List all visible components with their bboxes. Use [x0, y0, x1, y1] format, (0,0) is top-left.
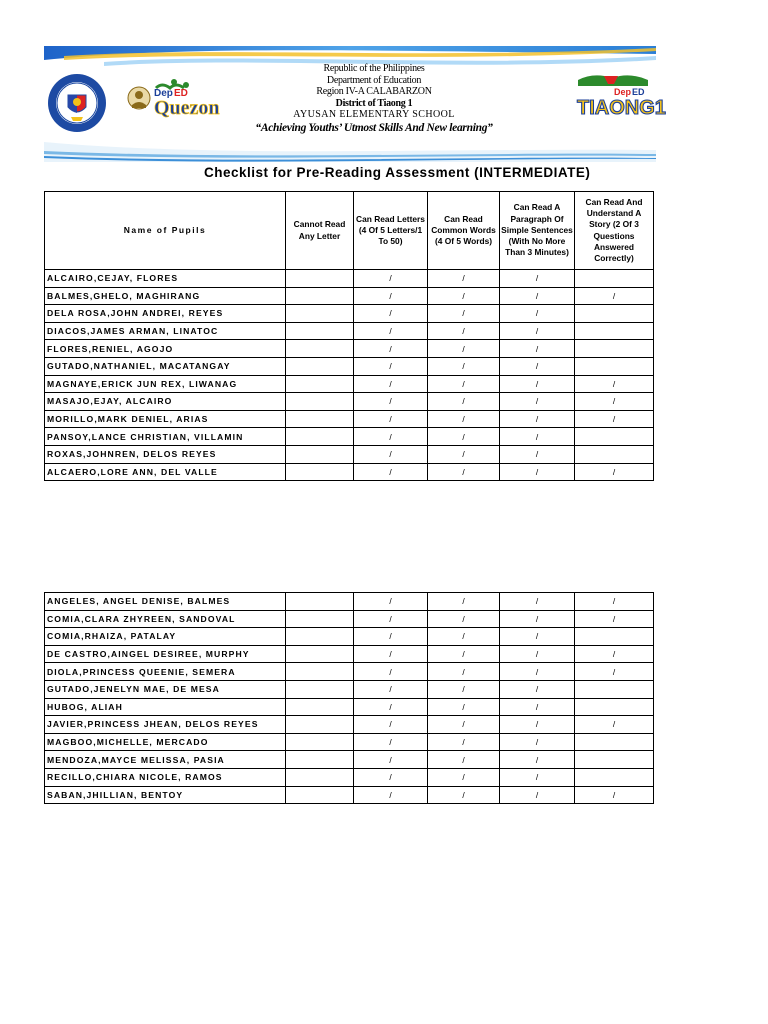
table-row: [45, 716, 654, 734]
column-header-name: Name of Pupils: [45, 192, 286, 270]
pupil-name-cell: SABAN,JHILLIAN, BENTOY: [45, 786, 286, 804]
check-mark-cell: [575, 305, 654, 323]
pupil-name-cell: PANSOY,LANCE CHRISTIAN, VILLAMIN: [45, 428, 286, 446]
check-mark-cell: [575, 322, 654, 340]
check-mark-cell: /: [354, 305, 428, 323]
table-row: [45, 628, 654, 646]
check-mark-cell: /: [575, 786, 654, 804]
pupil-name-cell: JAVIER,PRINCESS JHEAN, DELOS REYES: [45, 716, 286, 734]
check-mark-cell: /: [428, 645, 500, 663]
check-mark-cell: /: [575, 663, 654, 681]
check-mark-cell: [286, 680, 354, 698]
header-school-name: AYUSAN ELEMENTARY SCHOOL: [293, 109, 455, 120]
check-mark-cell: /: [354, 768, 428, 786]
table-row: [45, 340, 654, 358]
check-mark-cell: /: [500, 610, 575, 628]
check-mark-cell: /: [500, 305, 575, 323]
check-mark-cell: /: [428, 698, 500, 716]
check-mark-cell: /: [575, 610, 654, 628]
table-row: [45, 305, 654, 323]
check-mark-cell: /: [575, 716, 654, 734]
check-mark-cell: /: [575, 410, 654, 428]
check-mark-cell: [575, 340, 654, 358]
pupil-name-cell: ALCAERO,LORE ANN, DEL VALLE: [45, 463, 286, 481]
check-mark-cell: /: [428, 410, 500, 428]
check-mark-cell: [575, 698, 654, 716]
check-mark-cell: /: [354, 593, 428, 611]
svg-text:ED: ED: [632, 87, 645, 97]
pupil-name-cell: DIACOS,JAMES ARMAN, LINATOC: [45, 322, 286, 340]
check-mark-cell: /: [428, 357, 500, 375]
column-header-cannot-read: Cannot Read Any Letter: [286, 192, 354, 270]
check-mark-cell: /: [500, 733, 575, 751]
check-mark-cell: /: [354, 428, 428, 446]
checklist-table-group-1: [44, 191, 654, 481]
check-mark-cell: [286, 340, 354, 358]
check-mark-cell: /: [354, 751, 428, 769]
check-mark-cell: /: [428, 270, 500, 288]
check-mark-cell: /: [354, 340, 428, 358]
pupil-name-cell: ROXAS,JOHNREN, DELOS REYES: [45, 445, 286, 463]
table-row: [45, 322, 654, 340]
check-mark-cell: /: [354, 645, 428, 663]
check-mark-cell: /: [575, 287, 654, 305]
check-mark-cell: [286, 716, 354, 734]
check-mark-cell: [575, 357, 654, 375]
column-header-can-read-story: Can Read And Understand A Story (2 Of 3 Questions Answered Correctly): [575, 192, 654, 270]
pupil-name-cell: COMIA,CLARA ZHYREEN, SANDOVAL: [45, 610, 286, 628]
check-mark-cell: /: [428, 428, 500, 446]
check-mark-cell: /: [428, 610, 500, 628]
check-mark-cell: /: [354, 733, 428, 751]
check-mark-cell: /: [428, 305, 500, 323]
check-mark-cell: /: [354, 393, 428, 411]
check-mark-cell: [286, 768, 354, 786]
check-mark-cell: /: [575, 393, 654, 411]
pupil-name-cell: RECILLO,CHIARA NICOLE, RAMOS: [45, 768, 286, 786]
check-mark-cell: [286, 357, 354, 375]
check-mark-cell: /: [500, 463, 575, 481]
column-header-can-read-letters: Can Read Letters (4 Of 5 Letters/1 To 50): [354, 192, 428, 270]
check-mark-cell: /: [354, 463, 428, 481]
table-row: [45, 610, 654, 628]
table-row: [45, 445, 654, 463]
check-mark-cell: /: [575, 593, 654, 611]
check-mark-cell: /: [428, 680, 500, 698]
check-mark-cell: [286, 663, 354, 681]
pupil-name-cell: MAGNAYE,ERICK JUN REX, LIWANAG: [45, 375, 286, 393]
check-mark-cell: /: [500, 628, 575, 646]
header-banner: [44, 46, 666, 162]
check-mark-cell: /: [500, 786, 575, 804]
table-header-row: [45, 192, 654, 270]
check-mark-cell: [575, 751, 654, 769]
school-header-text: [214, 63, 534, 135]
table-row: [45, 645, 654, 663]
checklist-table-group-2: [44, 592, 654, 804]
check-mark-cell: /: [428, 786, 500, 804]
check-mark-cell: /: [428, 593, 500, 611]
table-body-group-1: [45, 270, 654, 481]
check-mark-cell: /: [354, 410, 428, 428]
table-row: [45, 393, 654, 411]
table-row: [45, 357, 654, 375]
check-mark-cell: [575, 680, 654, 698]
check-mark-cell: /: [500, 340, 575, 358]
check-mark-cell: /: [575, 645, 654, 663]
page-title: Checklist for Pre-Reading Assessment (INTERMEDIATE): [204, 165, 591, 180]
check-mark-cell: [575, 270, 654, 288]
check-mark-cell: /: [428, 463, 500, 481]
table-row: [45, 428, 654, 446]
svg-text:Dep: Dep: [614, 87, 632, 97]
check-mark-cell: [286, 375, 354, 393]
check-mark-cell: /: [500, 680, 575, 698]
check-mark-cell: /: [354, 716, 428, 734]
check-mark-cell: /: [500, 322, 575, 340]
pupil-name-cell: DE CASTRO,AINGEL DESIREE, MURPHY: [45, 645, 286, 663]
check-mark-cell: /: [354, 786, 428, 804]
pupil-name-cell: GUTADO,JENELYN MAE, DE MESA: [45, 680, 286, 698]
check-mark-cell: [286, 445, 354, 463]
check-mark-cell: /: [354, 322, 428, 340]
pupil-name-cell: HUBOG, ALIAH: [45, 698, 286, 716]
pupil-name-cell: FLORES,RENIEL, AGOJO: [45, 340, 286, 358]
svg-text:TIAONG1: TIAONG1: [577, 97, 666, 119]
header-region: Region IV-A CALABARZON: [316, 86, 432, 97]
check-mark-cell: [286, 287, 354, 305]
pupil-name-cell: COMIA,RHAIZA, PATALAY: [45, 628, 286, 646]
check-mark-cell: /: [428, 445, 500, 463]
pupil-name-cell: MENDOZA,MAYCE MELISSA, PASIA: [45, 751, 286, 769]
check-mark-cell: /: [354, 375, 428, 393]
table-row: [45, 786, 654, 804]
check-mark-cell: /: [500, 768, 575, 786]
check-mark-cell: /: [428, 375, 500, 393]
check-mark-cell: /: [428, 393, 500, 411]
svg-text:ED: ED: [174, 88, 188, 99]
table-row: [45, 663, 654, 681]
check-mark-cell: /: [428, 733, 500, 751]
check-mark-cell: [286, 698, 354, 716]
table-row: [45, 680, 654, 698]
header-motto: “Achieving Youths’ Utmost Skills And New learning”: [255, 121, 493, 134]
svg-text:Dep: Dep: [154, 88, 173, 99]
check-mark-cell: [286, 610, 354, 628]
check-mark-cell: /: [575, 375, 654, 393]
table-row: [45, 270, 654, 288]
check-mark-cell: [575, 768, 654, 786]
table-row: [45, 593, 654, 611]
pupil-name-cell: MASAJO,EJAY, ALCAIRO: [45, 393, 286, 411]
check-mark-cell: /: [500, 270, 575, 288]
pupil-name-cell: MORILLO,MARK DENIEL, ARIAS: [45, 410, 286, 428]
check-mark-cell: /: [500, 410, 575, 428]
pupil-name-cell: MAGBOO,MICHELLE, MERCADO: [45, 733, 286, 751]
check-mark-cell: /: [500, 751, 575, 769]
check-mark-cell: [286, 322, 354, 340]
check-mark-cell: /: [500, 393, 575, 411]
header-district: District of Tiaong 1: [335, 97, 413, 109]
table-row: [45, 287, 654, 305]
check-mark-cell: [575, 628, 654, 646]
table-row: [45, 698, 654, 716]
check-mark-cell: /: [500, 663, 575, 681]
check-mark-cell: [286, 270, 354, 288]
check-mark-cell: /: [354, 445, 428, 463]
check-mark-cell: /: [428, 663, 500, 681]
check-mark-cell: /: [428, 768, 500, 786]
check-mark-cell: [286, 628, 354, 646]
table-row: [45, 751, 654, 769]
pupil-name-cell: DELA ROSA,JOHN ANDREI, REYES: [45, 305, 286, 323]
check-mark-cell: [575, 428, 654, 446]
check-mark-cell: /: [354, 628, 428, 646]
check-mark-cell: [286, 305, 354, 323]
check-mark-cell: [286, 751, 354, 769]
table-row: [45, 463, 654, 481]
table-row: [45, 768, 654, 786]
check-mark-cell: [286, 428, 354, 446]
check-mark-cell: /: [428, 716, 500, 734]
pupil-name-cell: GUTADO,NATHANIEL, MACATANGAY: [45, 357, 286, 375]
deped-seal-logo: [47, 73, 107, 133]
check-mark-cell: /: [500, 428, 575, 446]
check-mark-cell: /: [354, 270, 428, 288]
check-mark-cell: /: [500, 287, 575, 305]
header-republic: Republic of the Philippines: [323, 63, 425, 74]
check-mark-cell: /: [500, 445, 575, 463]
pupil-name-cell: DIOLA,PRINCESS QUEENIE, SEMERA: [45, 663, 286, 681]
check-mark-cell: /: [354, 663, 428, 681]
check-mark-cell: [286, 393, 354, 411]
check-mark-cell: [286, 786, 354, 804]
svg-text:Quezon: Quezon: [154, 97, 220, 119]
deped-tiaong-logo: [574, 70, 666, 120]
check-mark-cell: /: [354, 287, 428, 305]
check-mark-cell: [575, 733, 654, 751]
check-mark-cell: [286, 733, 354, 751]
check-mark-cell: /: [354, 610, 428, 628]
check-mark-cell: [286, 463, 354, 481]
check-mark-cell: [575, 445, 654, 463]
check-mark-cell: /: [500, 357, 575, 375]
check-mark-cell: /: [354, 680, 428, 698]
pupil-name-cell: ALCAIRO,CEJAY, FLORES: [45, 270, 286, 288]
header-department: Department of Education: [326, 74, 422, 86]
table-body-group-2: [45, 593, 654, 804]
pupil-name-cell: ANGELES, ANGEL DENISE, BALMES: [45, 593, 286, 611]
check-mark-cell: /: [500, 645, 575, 663]
check-mark-cell: /: [428, 340, 500, 358]
check-mark-cell: /: [500, 375, 575, 393]
check-mark-cell: /: [354, 698, 428, 716]
check-mark-cell: [286, 645, 354, 663]
table-row: [45, 733, 654, 751]
check-mark-cell: /: [500, 698, 575, 716]
check-mark-cell: [286, 410, 354, 428]
column-header-can-read-paragraph: Can Read A Paragraph Of Simple Sentences (With No More Than 3 Minutes): [500, 192, 575, 270]
column-header-can-read-words: Can Read Common Words (4 Of 5 Words): [428, 192, 500, 270]
check-mark-cell: /: [428, 287, 500, 305]
check-mark-cell: /: [575, 463, 654, 481]
check-mark-cell: /: [354, 357, 428, 375]
table-row: [45, 410, 654, 428]
check-mark-cell: /: [500, 593, 575, 611]
check-mark-cell: /: [428, 628, 500, 646]
check-mark-cell: /: [428, 322, 500, 340]
check-mark-cell: /: [428, 751, 500, 769]
table-row: [45, 375, 654, 393]
check-mark-cell: /: [500, 716, 575, 734]
check-mark-cell: [286, 593, 354, 611]
pupil-name-cell: BALMES,GHELO, MAGHIRANG: [45, 287, 286, 305]
